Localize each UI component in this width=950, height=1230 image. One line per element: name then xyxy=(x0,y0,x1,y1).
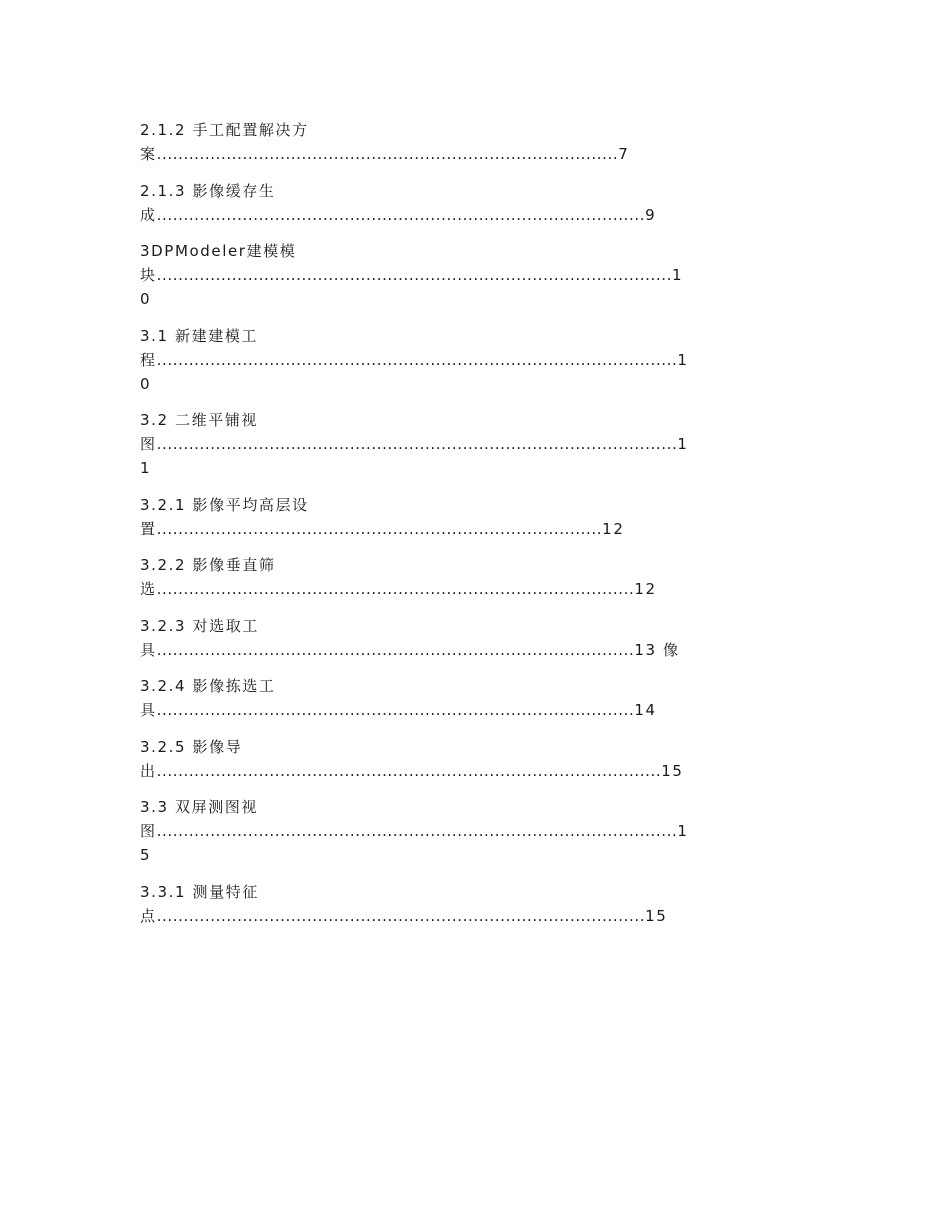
toc-leader-dots: ................................................................................................. xyxy=(156,435,678,453)
toc-leader-line xyxy=(140,698,820,722)
toc-leader-line xyxy=(140,819,820,843)
toc-page-number-wrap: 1 xyxy=(140,459,152,477)
toc-entry[interactable] xyxy=(140,553,820,601)
toc-page-number: 15 xyxy=(661,761,684,780)
toc-heading-tail: 置 xyxy=(140,519,157,538)
toc-heading-tail: 选 xyxy=(140,580,157,598)
toc-page-number: 12 xyxy=(602,519,625,538)
toc-heading-tail: 图 xyxy=(140,435,157,453)
toc-heading-tail: 图 xyxy=(140,822,157,840)
toc-heading-tail: 具 xyxy=(140,701,157,719)
toc-page-number: 1 xyxy=(677,350,689,369)
toc-entry[interactable] xyxy=(140,880,820,928)
toc-heading-tail: 出 xyxy=(140,761,157,780)
toc-leader-line xyxy=(140,142,820,166)
toc-page-number-wrap: 0 xyxy=(140,374,152,393)
toc-leader-dots: ........................................................................................... xyxy=(156,906,646,925)
toc-heading-tail: 点 xyxy=(140,906,157,925)
toc-leader-line xyxy=(140,263,820,287)
toc-heading: 2.1.2 手工配置解决方 xyxy=(140,121,309,139)
toc-page-number: 13 像 xyxy=(634,640,680,659)
toc-page-number: 9 xyxy=(645,205,657,224)
toc-heading-tail: 具 xyxy=(140,640,157,659)
toc-heading-tail: 程 xyxy=(140,350,157,369)
toc-leader-line xyxy=(140,759,820,783)
toc-entry[interactable] xyxy=(140,324,820,396)
toc-heading: 2.1.3 影像缓存生 xyxy=(140,181,276,200)
toc-page-number: 1 xyxy=(671,266,684,284)
toc-leader-dots: ......................................................................................... xyxy=(156,640,635,659)
toc-page-number: 1 xyxy=(677,822,689,840)
toc-entry[interactable] xyxy=(140,735,820,783)
toc-leader-dots: ................................................................................................ xyxy=(156,266,672,284)
toc-leader-line xyxy=(140,432,820,456)
toc-heading-tail: 成 xyxy=(140,205,157,224)
toc-leader-dots: ................................................................................................. xyxy=(156,822,678,840)
toc-leader-line xyxy=(140,577,820,601)
toc-heading: 3.2.5 影像导 xyxy=(140,737,243,756)
toc-heading-tail: 块 xyxy=(140,266,157,284)
toc-leader-dots: ...................................................................................... xyxy=(156,145,619,163)
toc-heading: 3.2.2 影像垂直筛 xyxy=(140,556,276,574)
toc-leader-line xyxy=(140,904,820,928)
toc-entry[interactable] xyxy=(140,239,820,311)
toc-entry[interactable] xyxy=(140,674,820,722)
toc-leader-dots: ................................................................................................. xyxy=(156,350,678,369)
toc-entry[interactable] xyxy=(140,179,820,227)
toc-leader-line xyxy=(140,517,820,541)
toc-page-number: 12 xyxy=(634,580,657,598)
toc-entry[interactable] xyxy=(140,118,820,166)
toc-heading: 3.2.3 对选取工 xyxy=(140,616,259,635)
toc-heading: 3.2 二维平铺视 xyxy=(140,411,259,429)
toc-page-number: 14 xyxy=(634,701,657,719)
toc-heading: 3.2.1 影像平均高层设 xyxy=(140,495,309,514)
toc-entry[interactable] xyxy=(140,408,820,480)
toc-entry[interactable] xyxy=(140,795,820,867)
toc-page-number-wrap: 5 xyxy=(140,846,152,864)
toc-heading: 3.3 双屏测图视 xyxy=(140,798,259,816)
toc-leader-line xyxy=(140,348,820,372)
table-of-contents xyxy=(140,118,820,940)
toc-leader-line xyxy=(140,638,820,662)
toc-heading-tail: 案 xyxy=(140,145,157,163)
toc-leader-dots: ........................................................................................... xyxy=(156,205,646,224)
toc-leader-dots: ................................................................................... xyxy=(156,519,603,538)
toc-page-number: 7 xyxy=(618,145,630,163)
toc-heading: 3.2.4 影像拣选工 xyxy=(140,677,276,695)
toc-leader-dots: ......................................................................................... xyxy=(156,580,635,598)
toc-leader-dots: .............................................................................................. xyxy=(156,761,662,780)
toc-leader-line xyxy=(140,203,820,227)
toc-page-number-wrap: 0 xyxy=(140,290,152,308)
toc-page-number: 1 xyxy=(677,435,689,453)
toc-entry[interactable] xyxy=(140,493,820,541)
toc-heading: 3.1 新建建模工 xyxy=(140,326,259,345)
toc-leader-dots: ......................................................................................... xyxy=(156,701,635,719)
toc-heading: 3.3.1 测量特征 xyxy=(140,882,259,901)
toc-entry[interactable] xyxy=(140,614,820,662)
toc-heading: 3DPModeler建模模 xyxy=(140,242,297,260)
toc-page-number: 15 xyxy=(645,906,668,925)
